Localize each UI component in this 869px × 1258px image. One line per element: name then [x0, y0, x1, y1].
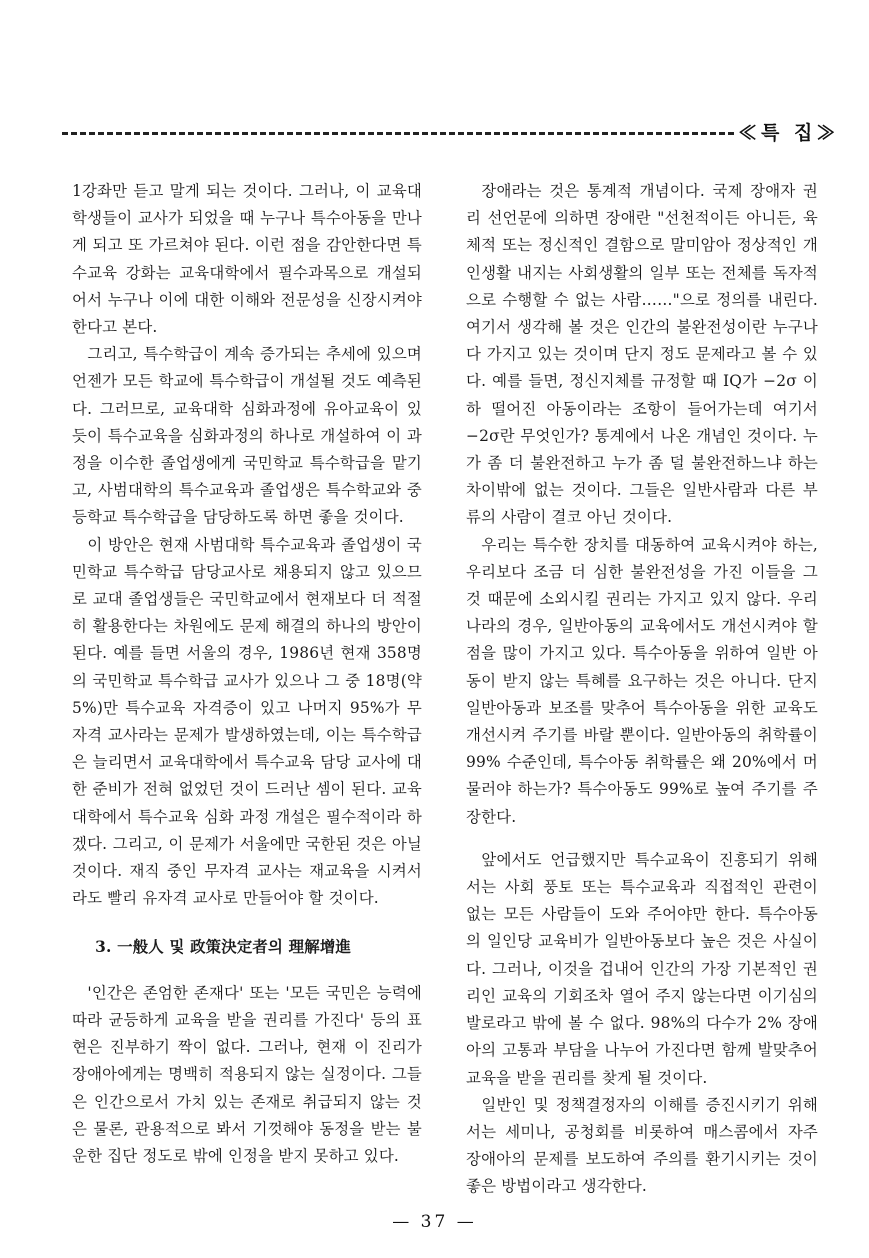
left-column — [72, 178, 422, 1170]
page-number: — 37 — — [392, 1212, 477, 1232]
section-label: ≪특 집≫ — [738, 122, 840, 144]
paragraph: '인간은 존엄한 존재다' 또는 '모든 국민은 능력에 따라 균등하게 교육을 받을 권리를 가진다' 등의 표현은 진부하기 짝이 없다. 그러나, 현재 이 진리가 장애아에게는 명백히 적용되지 않는 실정이다. 그들은 인간으로서 가치 있는 존재로 취급되지 않는 것은 물론, 관용적으로 봐서 기껏해야 동정을 받는 불운한 집단 정도로 밖에 인정을 받지 못하고 있다. — [72, 983, 422, 1165]
section-heading: 3. 一般人 및 政策決定者의 理解增進 — [95, 938, 352, 957]
paragraph: 장애라는 것은 통계적 개념이다. 국제 장애자 권리 선언문에 의하면 장애란 "선천적이든 아니든, 육체적 또는 정신적인 결함으로 말미암아 정상적인 개인생활 내지는 사회생활의 일부 또는 전체를 독자적으로 수행할 수 없는 사람……"으로 정의를 내린다. 여기서 생각해 볼 것은 인간의 불완전성이란 누구나 다 가지고 있는 것이며 단지 정도 문제라고 볼 수 있다. 예를 들면, 정신지체를 규정할 때 IQ가 −2σ 이하 떨어진 아동이라는 조항이 들어가는데 여기서 −2σ란 무엇인가? 통계에서 나온 개념인 것이다. 누가 좀 더 불완전하고 누가 좀 덜 불완전하느냐 하는 차이밖에 없는 것이다. 그들은 일반사람과 다른 부류의 사람이 결코 아닌 것이다. — [466, 182, 818, 527]
header-dashed-rule — [62, 132, 734, 135]
paragraph: 그리고, 특수학급이 계속 증가되는 추세에 있으며 언젠가 모든 학교에 특수학급이 개설될 것도 예측된다. 그러므로, 교육대학 심화과정에 유아교육이 있듯이 특수교육을 심화과정의 하나로 개설하여 이 과정을 이수한 졸업생에게 국민학교 특수학급을 맡기고, 사범대학의 특수교육과 졸업생은 특수학교와 중등학교 특수학급을 담당하도록 하면 좋을 것이다. — [72, 345, 422, 527]
paragraph: 1강좌만 듣고 말게 되는 것이다. 그러나, 이 교육대학생들이 교사가 되었을 때 누구나 특수아동을 만나게 되고 또 가르쳐야 된다. 이런 점을 감안한다면 특수교육 강화는 교육대학에서 필수과목으로 개설되어서 누구나 이에 대한 이해와 전문성을 신장시켜야 한다고 본다. — [72, 182, 422, 337]
paragraph: 앞에서도 언급했지만 특수교육이 진흥되기 위해서는 사회 풍토 또는 특수교육과 직접적인 관련이 없는 모든 사람들이 도와 주어야만 한다. 특수아동의 일인당 교육비가 일반아동보다 높은 것은 사실이다. 그러나, 이것을 겁내어 인간의 가장 기본적인 권리인 교육의 기회조차 열어 주지 않는다면 이기심의 발로라고 밖에 볼 수 없다. 98%의 다수가 2% 장애아의 고통과 부담을 나누어 가진다면 함께 발맞추어 교육을 받을 권리를 찾게 될 것이다. — [466, 850, 818, 1087]
paragraph: 이 방안은 현재 사범대학 특수교육과 졸업생이 국민학교 특수학급 담당교사로 채용되지 않고 있으므로 교대 졸업생들은 국민학교에서 현재보다 더 적절히 활용한다는 차원에도 문제 해결의 하나의 방안이 된다. 예를 들면 서울의 경우, 1986년 현재 358명의 국민학교 특수학급 교사가 있으나 그 중 18명(약 5%)만 특수교육 자격증이 있고 나머지 95%가 무자격 교사라는 문제가 발생하였는데, 이는 특수학급은 늘리면서 교육대학에서 특수교육 담당 교사에 대한 준비가 전혀 없었던 것이 드러난 셈이 된다. 교육대학에서 특수교육 심화 과정 개설은 필수적이라 하겠다. 그리고, 이 문제가 서울에만 국한된 것은 아닐 것이다. 재직 중인 무자격 교사는 재교육을 시켜서라도 빨리 유자격 교사로 만들어야 할 것이다. — [72, 535, 422, 908]
right-column — [466, 178, 818, 1201]
paragraph: 우리는 특수한 장치를 대동하여 교육시켜야 하는, 우리보다 조금 더 심한 불완전성을 가진 이들을 그것 때문에 소외시킬 권리는 가지고 있지 않다. 우리 나라의 경우, 일반아동의 교육에서도 개선시켜야 할 점을 많이 가지고 있다. 특수아동을 위하여 일반 아동이 받지 않는 특혜를 요구하는 것은 아니다. 단지 일반아동과 보조를 맞추어 특수아동을 위한 교육도 개선시켜 주기를 바랄 뿐이다. 일반아동의 취학률이 99% 수준인데, 특수아동 취학률은 왜 20%에서 머물러야 하는가? 특수아동도 99%로 높여 주기를 주장한다. — [466, 535, 818, 826]
paragraph: 일반인 및 정책결정자의 이해를 증진시키기 위해서는 세미나, 공청회를 비롯하여 매스콤에서 자주 장애아의 문제를 보도하여 주의를 환기시키는 것이 좋은 방법이라고 생각한다. — [466, 1095, 818, 1196]
